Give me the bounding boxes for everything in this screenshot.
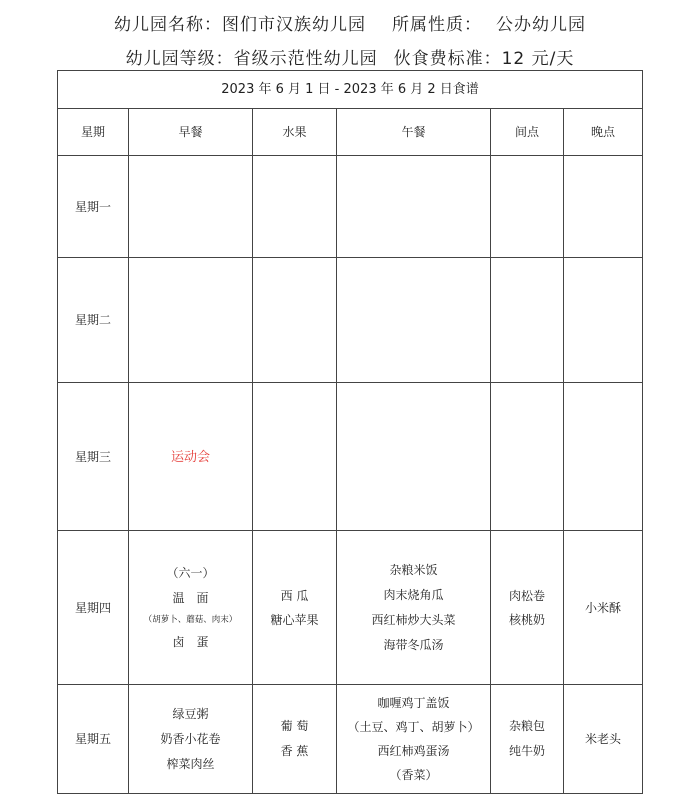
day-label: 星期一 xyxy=(58,156,129,258)
menu-title: 2023 年 6 月 1 日 - 2023 年 6 月 2 日食谱 xyxy=(58,71,643,109)
col-header-snack: 间点 xyxy=(491,109,564,156)
menu-item: 葡 萄 xyxy=(280,719,309,733)
menu-item: （香菜） xyxy=(389,768,438,782)
menu-item: 肉末烧角瓜 xyxy=(383,587,444,602)
snack-cell xyxy=(491,531,564,685)
menu-item: 杂粮包 xyxy=(508,719,545,733)
menu-item: 温 面 xyxy=(172,590,209,605)
table-row xyxy=(58,685,643,794)
menu-item: 卤 蛋 xyxy=(172,634,209,649)
col-header-lunch: 午餐 xyxy=(337,109,491,156)
level-value: 省级示范性幼儿园 xyxy=(233,49,378,69)
kindergarten-name-label: 幼儿园名称： xyxy=(114,15,222,35)
kindergarten-name: 图们市汉族幼儿园 xyxy=(222,15,366,35)
supper-cell xyxy=(564,685,643,794)
menu-item: 米老头 xyxy=(585,732,622,746)
col-header-fruit: 水果 xyxy=(253,109,337,156)
menu-item: 奶香小花卷 xyxy=(160,731,221,746)
day-label: 星期四 xyxy=(58,531,129,685)
header-line-1 xyxy=(0,10,700,35)
menu-item: （胡萝卜、蘑菇、肉末） xyxy=(143,614,238,625)
menu-item: 西 瓜 xyxy=(280,588,309,603)
menu-item: 糖心苹果 xyxy=(270,612,319,627)
menu-item: 核桃奶 xyxy=(508,612,545,627)
menu-item: 绿豆粥 xyxy=(172,706,209,721)
menu-item: 西红柿鸡蛋汤 xyxy=(377,744,450,758)
day-label: 星期三 xyxy=(58,383,129,531)
menu-item: 海带冬瓜汤 xyxy=(383,637,444,652)
menu-item: 杂粮米饭 xyxy=(389,562,438,577)
event-label: 运动会 xyxy=(170,450,210,465)
fee-value: 12 元/天 xyxy=(501,49,575,69)
table-row xyxy=(58,531,643,685)
col-header-breakfast: 早餐 xyxy=(129,109,253,156)
col-header-supper: 晚点 xyxy=(564,109,643,156)
header-line-2 xyxy=(0,44,700,69)
nature-value: 公办幼儿园 xyxy=(496,15,586,35)
fruit-cell xyxy=(253,685,337,794)
table-row xyxy=(58,258,643,383)
menu-item: 西红柿炒大头菜 xyxy=(371,612,456,627)
table-row xyxy=(58,383,643,531)
menu-item: 香 蕉 xyxy=(280,744,309,758)
supper-cell xyxy=(564,531,643,685)
menu-item: 小米酥 xyxy=(585,600,622,615)
level-label: 幼儿园等级： xyxy=(125,49,234,69)
menu-item: （土豆、鸡丁、胡萝卜） xyxy=(347,720,480,734)
breakfast-cell xyxy=(129,685,253,794)
menu-item: （六一） xyxy=(166,565,215,580)
menu-item: 榨菜肉丝 xyxy=(166,756,215,771)
col-header-day: 星期 xyxy=(58,109,129,156)
day-label: 星期二 xyxy=(58,258,129,383)
fruit-cell xyxy=(253,531,337,685)
menu-item: 肉松卷 xyxy=(508,588,545,603)
menu-item: 纯牛奶 xyxy=(508,744,545,758)
breakfast-cell xyxy=(129,531,253,685)
fee-label: 伙食费标准： xyxy=(393,49,502,69)
nature-label: 所属性质： xyxy=(392,15,482,35)
menu-table xyxy=(57,70,643,794)
day-label: 星期五 xyxy=(58,685,129,794)
table-row xyxy=(58,156,643,258)
lunch-cell xyxy=(337,685,491,794)
column-header-row xyxy=(58,109,643,156)
lunch-cell xyxy=(337,531,491,685)
menu-item: 咖喱鸡丁盖饭 xyxy=(377,696,450,710)
snack-cell xyxy=(491,685,564,794)
